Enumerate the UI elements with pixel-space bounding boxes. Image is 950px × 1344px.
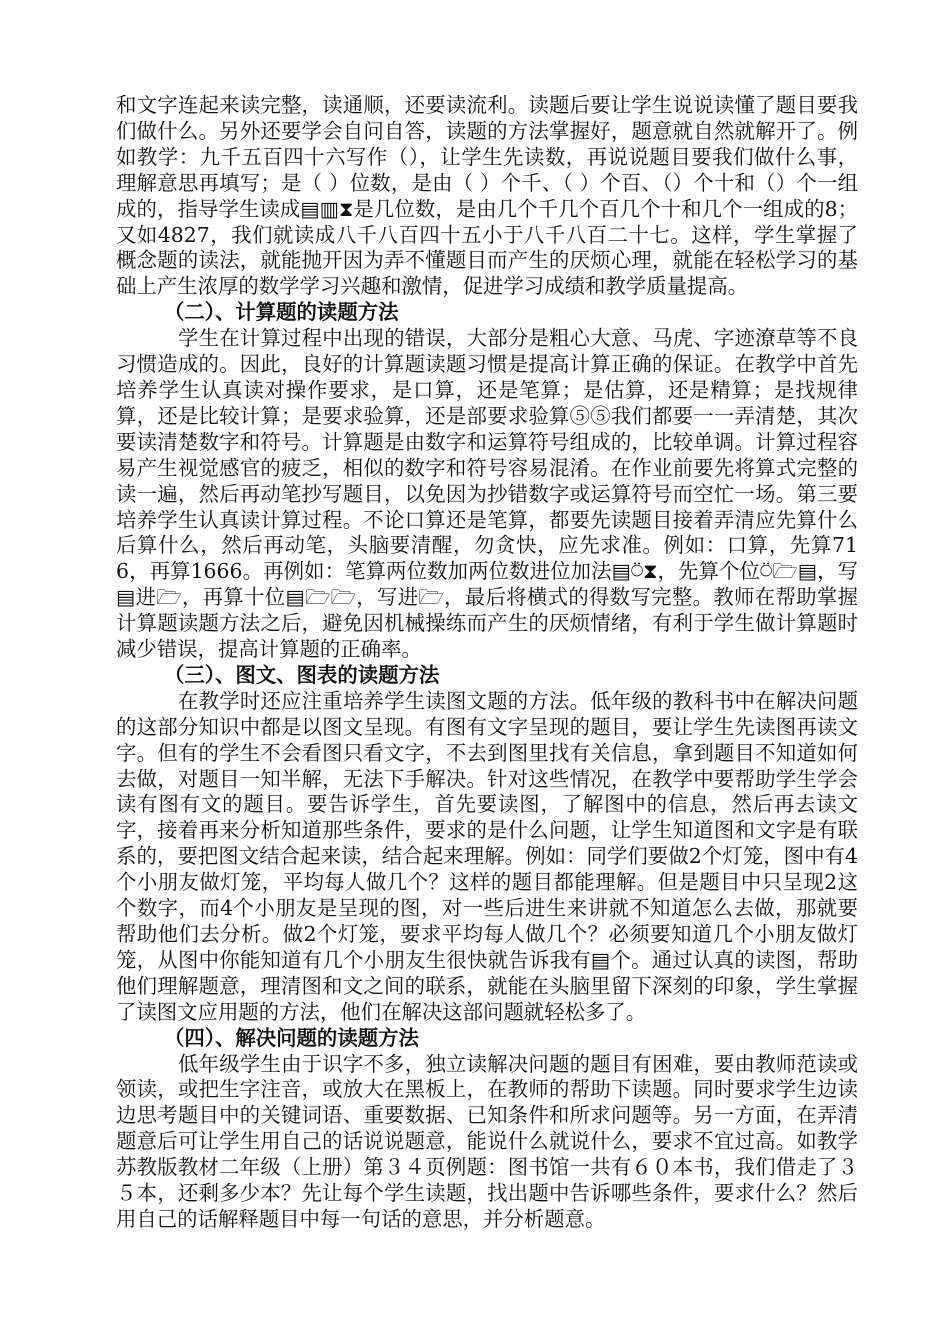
section-heading-problem-solving: （四）、解决问题的读题方法	[164, 1025, 419, 1050]
document-page	[116, 93, 858, 1233]
intro-paragraph: 和文字连起来读完整，读通顺，还要读流利。读题后要让学生说说读懂了题目要我们做什么。另外还要学会自问自答，读题的方法掌握好，题意就自然就解开了。例如教学：九千五百四十六写作（），让学生先读数，再说说题目要我们做什么事，理解意思再填写；是（ ）位数，是由（ ）个千、（ ）个百、（）个十和（）个一组成的，指导学生读成▤▥⧗是几位数，是由几个千几个百几个十和几个一组成的8；又如4827，我们就读成八千八百四十五小于八千八百二十七。这样，学生掌握了概念题的读法，就能抛开因为弄不懂题目而产生的厌烦心理，就能在轻松学习的基础上产生浓厚的数学学习兴趣和激情，促进学习成绩和教学质量提高。	[116, 93, 858, 299]
section-heading-picture-text: （三）、图文、图表的读题方法	[164, 662, 440, 687]
section-body-calculation: 学生在计算过程中出现的错误，大部分是粗心大意、马虎、字迹潦草等不良习惯造成的。因此，良好的计算题读题习惯是提高计算正确的保证。在教学中首先培养学生认真读对操作要求，是口算，还是笔算；是估算，还是精算；是找规律算，还是比较计算；是要求验算，还是部要求验算⑤⑤我们都要一一弄清楚，其次要读清楚数字和符号。计算题是由数字和运算符号组成的，比较单调。计算过程容易产生视觉感官的疲乏，相似的数字和符号容易混淆。在作业前要先将算式完整的读一遍，然后再动笔抄写题目，以免因为抄错数字或运算符号而空忙一场。第三要培养学生认真读计算过程。不论口算还是笔算，都要先读题目接着弄清应先算什么后算什么，然后再动笔，头脑要清醒，勿贪快，应先求准。例如：口算，先算716，再算1666。再例如：笔算两位数加两位数进位加法▤⍥⧗，先算个位⍥🗁▤，写▤进🗁，再算十位▤🗁🗁，写进🗁，最后将横式的得数写完整。教师在帮助掌握计算题读题方法之后，避免因机械操练而产生的厌烦情绪，有利于学生做计算题时减少错误，提高计算题的正确率。	[116, 326, 858, 662]
section-body-picture-text: 在教学时还应注重培养学生读图文题的方法。低年级的教科书中在解决问题的这部分知识中都是以图文呈现。有图有文字呈现的题目，要让学生先读图再读文字。但有的学生不会看图只看文字，不去到图里找有关信息，拿到题目不知道如何去做，对题目一知半解，无法下手解决。针对这些情况，在教学中要帮助学生学会读有图有文的题目。要告诉学生，首先要读图，了解图中的信息，然后再去读文字，接着再来分析知道那些条件，要求的是什么问题，让学生知道图和文字是有联系的，要把图文结合起来读，结合起来理解。例如：同学们要做2个灯笼，图中有4个小朋友做灯笼，平均每人做几个？这样的题目都能理解。但是题目中只呈现2这个数字，而4个小朋友是呈现的图，对一些后进生来讲就不知道怎么去做，那就要帮助他们去分析。做2个灯笼，要求平均每人做几个？必须要知道几个小朋友做灯笼，从图中你能知道有几个小朋友生很快就告诉我有▤个。通过认真的读图，帮助他们理解题意，理清图和文之间的联系，就能在头脑里留下深刻的印象，学生掌握了读图文应用题的方法，他们在解决这部问题就轻松多了。	[116, 688, 858, 1024]
section-heading-calculation: （二）、计算题的读题方法	[164, 300, 399, 325]
section-body-problem-solving: 低年级学生由于识字不多，独立读解决问题的题目有困难，要由教师范读或领读，或把生字注音，或放大在黑板上，在教师的帮助下读题。同时要求学生边读边思考题目中的关键词语、重要数据、已知条件和所求问题等。另一方面，在弄清题意后可让学生用自己的话说说题意，能说什么就说什么，要求不宜过高。如教学苏教版教材二年级（上册）第３４页例题：图书馆一共有６０本书，我们借走了３５本，还剩多少本？先让每个学生读题，找出题中告诉哪些条件，要求什么？然后用自己的话解释题目中每一句话的意思，并分析题意。	[116, 1051, 858, 1231]
